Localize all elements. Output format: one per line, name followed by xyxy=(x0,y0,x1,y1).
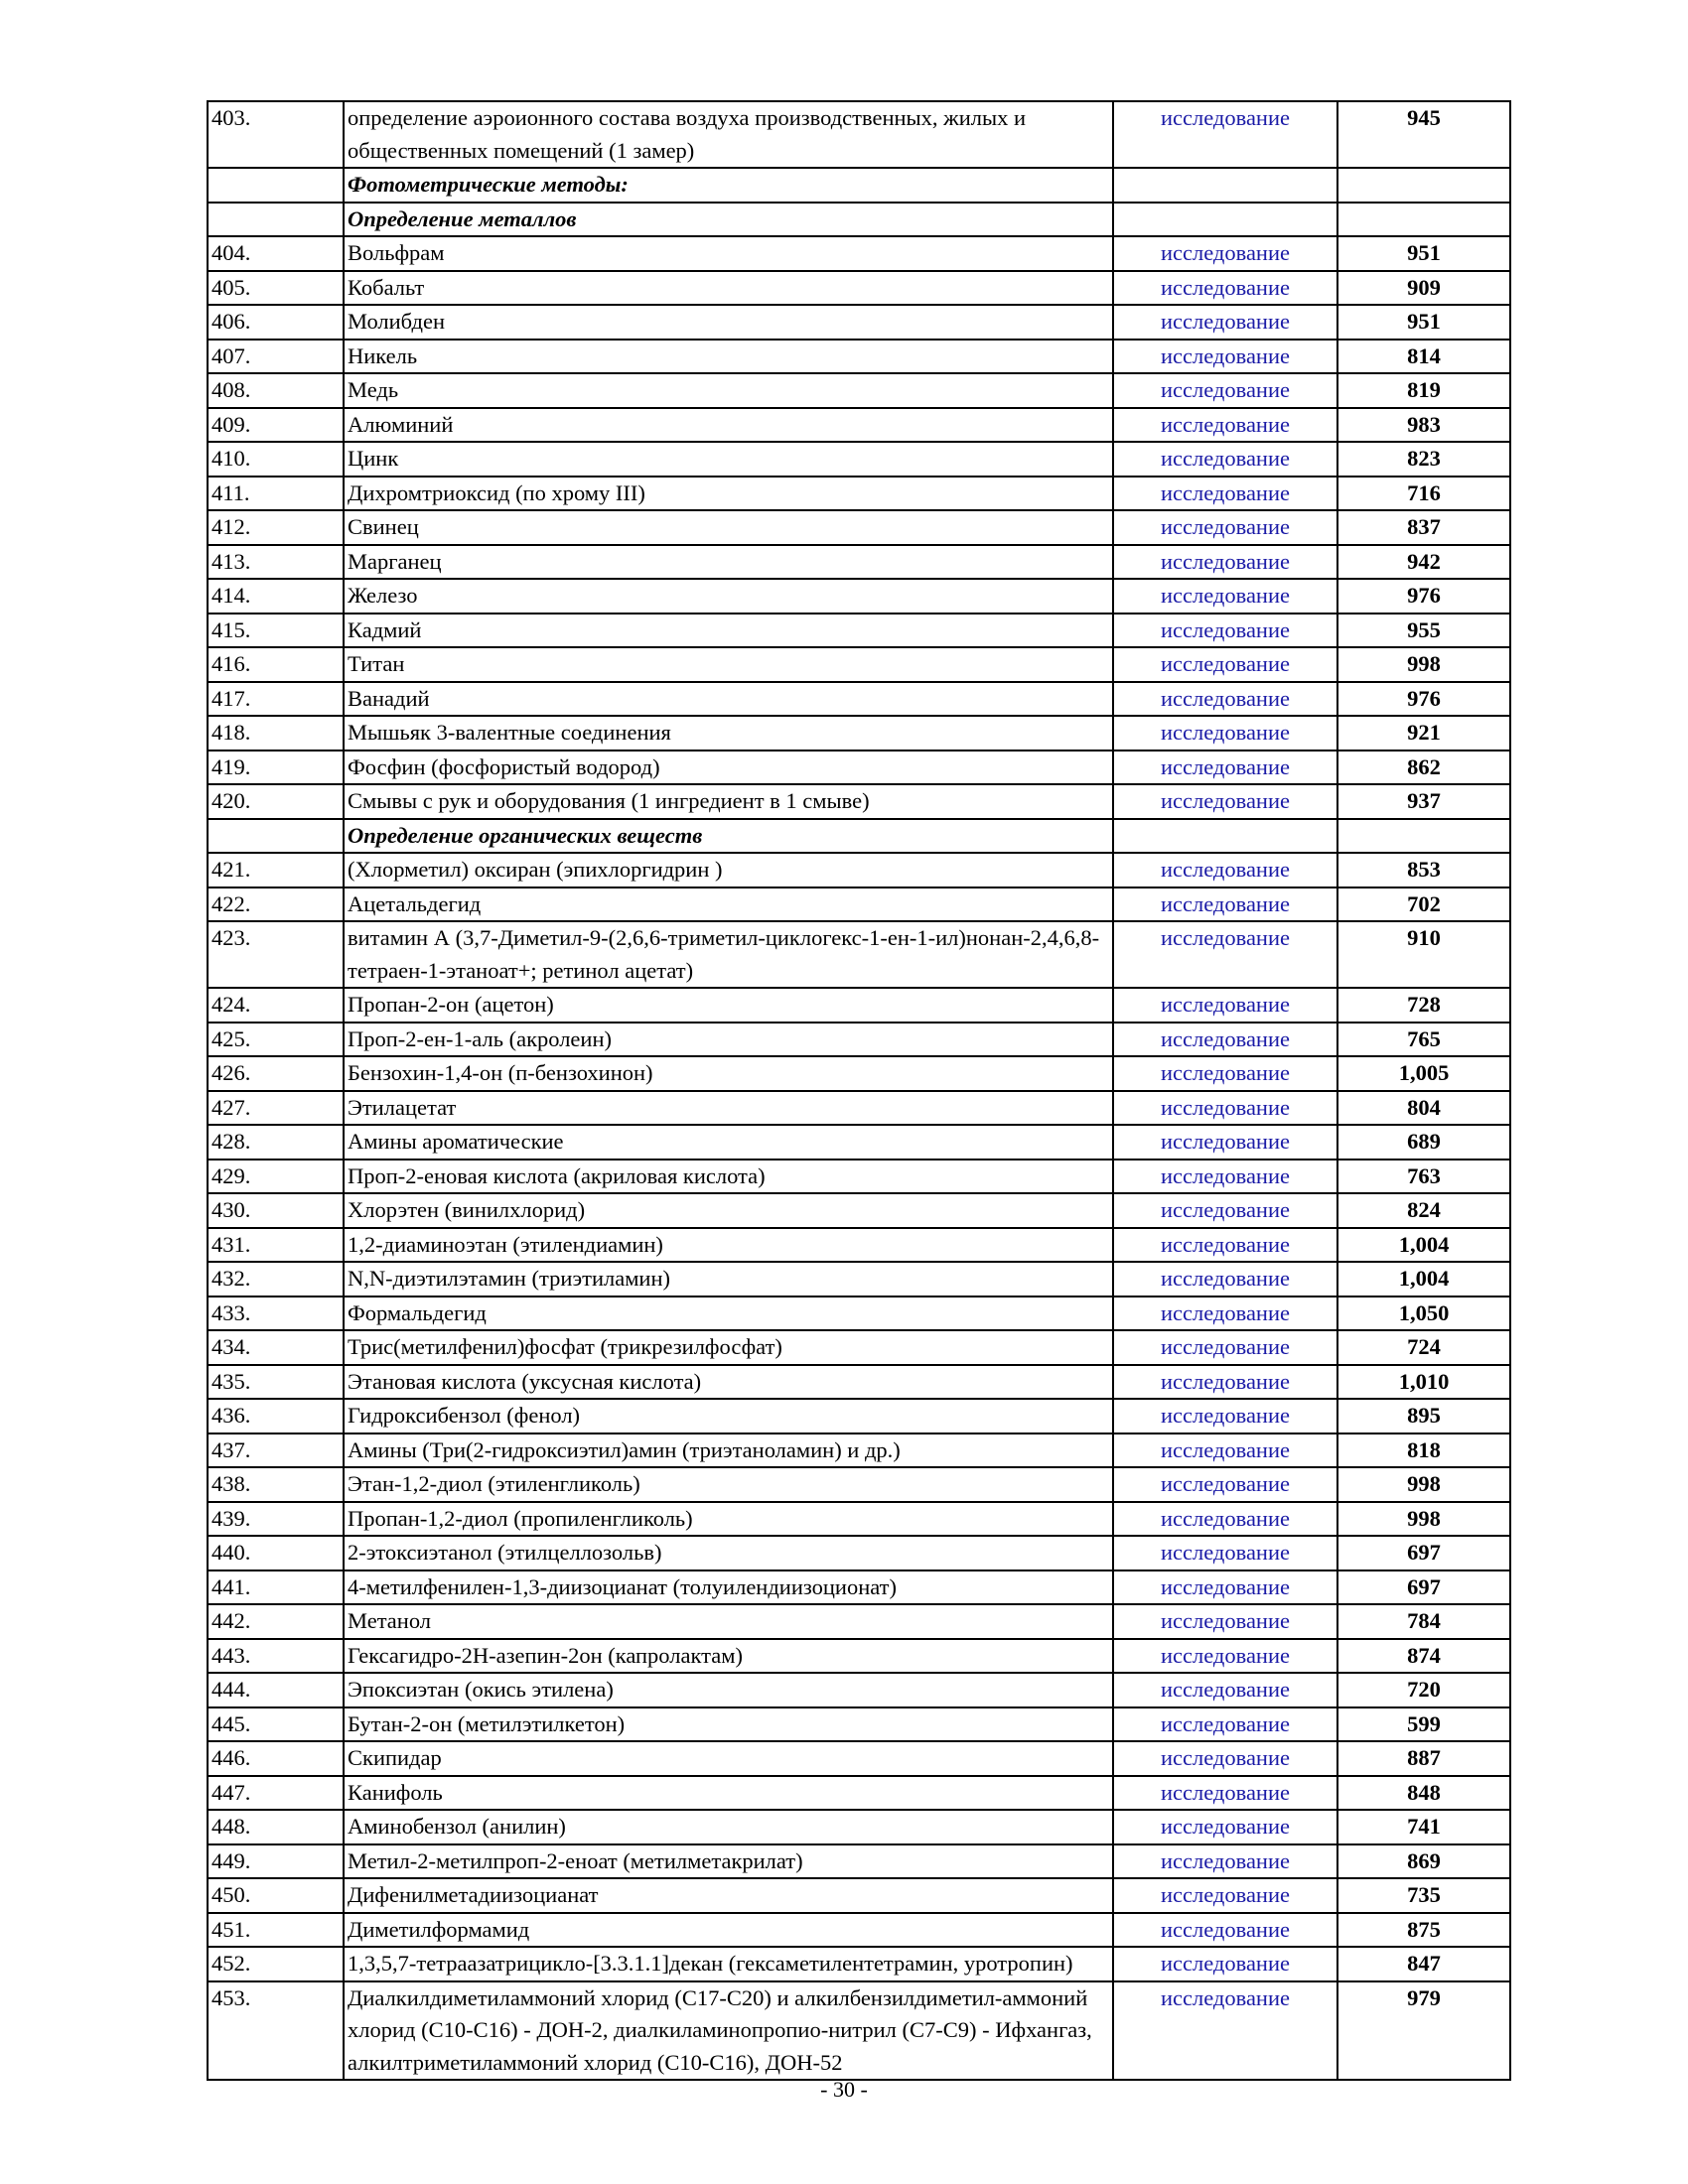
item-name-cell: Ванадий xyxy=(344,682,1113,717)
row-number-cell xyxy=(208,819,344,854)
item-name-cell: Бутан-2-он (метилэтилкетон) xyxy=(344,1707,1113,1742)
item-name-cell: Проп-2-ен-1-аль (акролеин) xyxy=(344,1023,1113,1057)
price-cell: 942 xyxy=(1337,545,1510,580)
unit-cell: исследование xyxy=(1113,236,1337,271)
item-name-cell: Пропан-2-он (ацетон) xyxy=(344,988,1113,1023)
table-row xyxy=(208,1913,1510,1948)
table-row xyxy=(208,921,1510,988)
unit-cell: исследование xyxy=(1113,442,1337,477)
price-cell: 823 xyxy=(1337,442,1510,477)
unit-cell: исследование xyxy=(1113,682,1337,717)
row-number-cell: 420. xyxy=(208,784,344,819)
unit-cell: исследование xyxy=(1113,1160,1337,1194)
row-number-cell: 415. xyxy=(208,614,344,648)
table-row xyxy=(208,1056,1510,1091)
row-number-cell: 423. xyxy=(208,921,344,988)
price-cell: 983 xyxy=(1337,408,1510,443)
row-number-cell: 445. xyxy=(208,1707,344,1742)
table-body xyxy=(208,101,1510,2080)
unit-cell xyxy=(1113,168,1337,203)
section-title: Фотометрические методы: xyxy=(344,168,1113,203)
price-cell: 875 xyxy=(1337,1913,1510,1948)
price-cell: 998 xyxy=(1337,647,1510,682)
unit-cell: исследование xyxy=(1113,921,1337,988)
row-number-cell: 438. xyxy=(208,1467,344,1502)
price-cell: 887 xyxy=(1337,1741,1510,1776)
table-row xyxy=(208,1262,1510,1297)
row-number-cell: 413. xyxy=(208,545,344,580)
table-row xyxy=(208,1947,1510,1981)
row-number-cell: 431. xyxy=(208,1228,344,1263)
table-row xyxy=(208,1125,1510,1160)
row-number-cell: 444. xyxy=(208,1673,344,1707)
price-cell: 697 xyxy=(1337,1536,1510,1570)
table-row xyxy=(208,305,1510,340)
price-cell: 697 xyxy=(1337,1570,1510,1605)
price-cell: 909 xyxy=(1337,271,1510,306)
item-name-cell: Диалкилдиметиламмоний хлорид (С17-С20) и алкилбензилдиметил-аммоний хлорид (С10-С16) - ДОН-2, диалкиламинопропио-нитрил (С7-С9) - Ифхангаз, алкилтриметиламмоний хлорид (С10-С16), ДОН-52 xyxy=(344,1981,1113,2081)
price-cell: 998 xyxy=(1337,1467,1510,1502)
unit-cell: исследование xyxy=(1113,1365,1337,1400)
item-name-cell: N,N-диэтилэтамин (триэтиламин) xyxy=(344,1262,1113,1297)
price-cell: 818 xyxy=(1337,1433,1510,1468)
row-number-cell: 442. xyxy=(208,1604,344,1639)
item-name-cell: Железо xyxy=(344,579,1113,614)
item-name-cell: 1,3,5,7-тетраазатрицикло-[3.3.1.1]декан (гексаметилентетрамин, уротропин) xyxy=(344,1947,1113,1981)
row-number-cell xyxy=(208,168,344,203)
item-name-cell: Аминобензол (анилин) xyxy=(344,1810,1113,1844)
unit-cell: исследование xyxy=(1113,614,1337,648)
row-number-cell: 417. xyxy=(208,682,344,717)
unit-cell: исследование xyxy=(1113,1913,1337,1948)
row-number-cell: 409. xyxy=(208,408,344,443)
item-name-cell: 2-этоксиэтанол (этилцеллозольв) xyxy=(344,1536,1113,1570)
row-number-cell: 451. xyxy=(208,1913,344,1948)
item-name-cell: Метанол xyxy=(344,1604,1113,1639)
table-row xyxy=(208,1776,1510,1811)
table-row xyxy=(208,271,1510,306)
unit-cell: исследование xyxy=(1113,1433,1337,1468)
item-name-cell: Этан-1,2-диол (этиленгликоль) xyxy=(344,1467,1113,1502)
row-number-cell: 416. xyxy=(208,647,344,682)
section-title: Определение металлов xyxy=(344,203,1113,237)
table-row xyxy=(208,1023,1510,1057)
row-number-cell: 439. xyxy=(208,1502,344,1537)
row-number-cell: 447. xyxy=(208,1776,344,1811)
row-number-cell: 441. xyxy=(208,1570,344,1605)
row-number-cell: 448. xyxy=(208,1810,344,1844)
item-name-cell: Бензохин-1,4-он (п-бензохинон) xyxy=(344,1056,1113,1091)
row-number-cell: 436. xyxy=(208,1399,344,1433)
price-cell: 724 xyxy=(1337,1330,1510,1365)
row-number-cell: 411. xyxy=(208,477,344,511)
table-row xyxy=(208,716,1510,751)
row-number-cell: 433. xyxy=(208,1297,344,1331)
price-cell: 819 xyxy=(1337,373,1510,408)
unit-cell: исследование xyxy=(1113,1023,1337,1057)
table-row xyxy=(208,1228,1510,1263)
table-row xyxy=(208,1502,1510,1537)
row-number-cell xyxy=(208,203,344,237)
unit-cell: исследование xyxy=(1113,1673,1337,1707)
table-row xyxy=(208,579,1510,614)
item-name-cell: Проп-2-еновая кислота (акриловая кислота) xyxy=(344,1160,1113,1194)
item-name-cell: Титан xyxy=(344,647,1113,682)
unit-cell: исследование xyxy=(1113,1228,1337,1263)
row-number-cell: 405. xyxy=(208,271,344,306)
table-row xyxy=(208,682,1510,717)
unit-cell: исследование xyxy=(1113,1878,1337,1913)
price-table xyxy=(207,100,1511,2081)
unit-cell: исследование xyxy=(1113,340,1337,374)
item-name-cell: Марганец xyxy=(344,545,1113,580)
price-cell: 951 xyxy=(1337,236,1510,271)
table-row xyxy=(208,1365,1510,1400)
price-cell: 955 xyxy=(1337,614,1510,648)
price-cell: 1,050 xyxy=(1337,1297,1510,1331)
price-cell: 837 xyxy=(1337,510,1510,545)
table-row xyxy=(208,510,1510,545)
table-row xyxy=(208,1160,1510,1194)
unit-cell: исследование xyxy=(1113,1297,1337,1331)
unit-cell: исследование xyxy=(1113,1570,1337,1605)
unit-cell: исследование xyxy=(1113,1947,1337,1981)
price-cell: 976 xyxy=(1337,682,1510,717)
table-row xyxy=(208,614,1510,648)
table-row xyxy=(208,1707,1510,1742)
item-name-cell: Гидроксибензол (фенол) xyxy=(344,1399,1113,1433)
item-name-cell: Смывы с рук и оборудования (1 ингредиент в 1 смыве) xyxy=(344,784,1113,819)
unit-cell: исследование xyxy=(1113,1741,1337,1776)
table-row xyxy=(208,236,1510,271)
price-cell: 763 xyxy=(1337,1160,1510,1194)
row-number-cell: 450. xyxy=(208,1878,344,1913)
row-number-cell: 418. xyxy=(208,716,344,751)
table-row xyxy=(208,784,1510,819)
table-row xyxy=(208,1536,1510,1570)
item-name-cell: Никель xyxy=(344,340,1113,374)
table-row xyxy=(208,1399,1510,1433)
item-name-cell: витамин А (3,7-Диметил-9-(2,6,6-триметил-циклогекс-1-ен-1-ил)нонан-2,4,6,8-тетраен-1-этаноат+; ретинол ацетат) xyxy=(344,921,1113,988)
price-cell xyxy=(1337,168,1510,203)
unit-cell: исследование xyxy=(1113,1330,1337,1365)
item-name-cell: 1,2-диаминоэтан (этилендиамин) xyxy=(344,1228,1113,1263)
unit-cell: исследование xyxy=(1113,716,1337,751)
unit-cell: исследование xyxy=(1113,887,1337,922)
item-name-cell: Этилацетат xyxy=(344,1091,1113,1126)
row-number-cell: 406. xyxy=(208,305,344,340)
table-row xyxy=(208,1193,1510,1228)
item-name-cell: Вольфрам xyxy=(344,236,1113,271)
item-name-cell: Гексагидро-2Н-азепин-2он (капролактам) xyxy=(344,1639,1113,1674)
unit-cell xyxy=(1113,203,1337,237)
item-name-cell: Ацетальдегид xyxy=(344,887,1113,922)
table-row xyxy=(208,477,1510,511)
row-number-cell: 446. xyxy=(208,1741,344,1776)
table-row xyxy=(208,988,1510,1023)
table-row xyxy=(208,1639,1510,1674)
price-cell: 847 xyxy=(1337,1947,1510,1981)
table-row xyxy=(208,340,1510,374)
item-name-cell: 4-метилфенилен-1,3-диизоцианат (толуилендиизоционат) xyxy=(344,1570,1113,1605)
row-number-cell: 424. xyxy=(208,988,344,1023)
table-row xyxy=(208,1091,1510,1126)
item-name-cell: Пропан-1,2-диол (пропиленгликоль) xyxy=(344,1502,1113,1537)
unit-cell: исследование xyxy=(1113,1810,1337,1844)
unit-cell: исследование xyxy=(1113,579,1337,614)
row-number-cell: 440. xyxy=(208,1536,344,1570)
item-name-cell: Кобальт xyxy=(344,271,1113,306)
item-name-cell: Этановая кислота (уксусная кислота) xyxy=(344,1365,1113,1400)
row-number-cell: 412. xyxy=(208,510,344,545)
row-number-cell: 404. xyxy=(208,236,344,271)
row-number-cell: 437. xyxy=(208,1433,344,1468)
price-cell: 895 xyxy=(1337,1399,1510,1433)
unit-cell: исследование xyxy=(1113,1604,1337,1639)
price-cell: 702 xyxy=(1337,887,1510,922)
table-row xyxy=(208,1741,1510,1776)
row-number-cell: 421. xyxy=(208,853,344,887)
row-number-cell: 427. xyxy=(208,1091,344,1126)
table-row xyxy=(208,1467,1510,1502)
item-name-cell: Свинец xyxy=(344,510,1113,545)
item-name-cell: Эпоксиэтан (окись этилена) xyxy=(344,1673,1113,1707)
row-number-cell: 453. xyxy=(208,1981,344,2081)
price-cell: 910 xyxy=(1337,921,1510,988)
price-cell: 998 xyxy=(1337,1502,1510,1537)
row-number-cell: 414. xyxy=(208,579,344,614)
unit-cell: исследование xyxy=(1113,1707,1337,1742)
row-number-cell: 434. xyxy=(208,1330,344,1365)
unit-cell: исследование xyxy=(1113,1776,1337,1811)
section-header-row xyxy=(208,819,1510,854)
table-row xyxy=(208,1810,1510,1844)
price-cell: 1,004 xyxy=(1337,1262,1510,1297)
price-cell: 599 xyxy=(1337,1707,1510,1742)
unit-cell: исследование xyxy=(1113,1091,1337,1126)
page-number: - 30 - xyxy=(820,2077,868,2102)
price-cell xyxy=(1337,819,1510,854)
row-number-cell: 430. xyxy=(208,1193,344,1228)
price-cell: 720 xyxy=(1337,1673,1510,1707)
table-row xyxy=(208,1844,1510,1879)
price-cell: 853 xyxy=(1337,853,1510,887)
unit-cell: исследование xyxy=(1113,477,1337,511)
table-row xyxy=(208,887,1510,922)
item-name-cell: Амины ароматические xyxy=(344,1125,1113,1160)
unit-cell: исследование xyxy=(1113,1502,1337,1537)
row-number-cell: 407. xyxy=(208,340,344,374)
item-name-cell: Фосфин (фосфористый водород) xyxy=(344,751,1113,785)
item-name-cell: Цинк xyxy=(344,442,1113,477)
item-name-cell: Формальдегид xyxy=(344,1297,1113,1331)
unit-cell: исследование xyxy=(1113,1467,1337,1502)
table-row xyxy=(208,1570,1510,1605)
section-title: Определение органических веществ xyxy=(344,819,1113,854)
price-cell: 862 xyxy=(1337,751,1510,785)
section-header-row xyxy=(208,203,1510,237)
price-cell: 1,010 xyxy=(1337,1365,1510,1400)
price-cell: 976 xyxy=(1337,579,1510,614)
row-number-cell: 408. xyxy=(208,373,344,408)
table-row xyxy=(208,853,1510,887)
unit-cell: исследование xyxy=(1113,101,1337,168)
price-cell: 716 xyxy=(1337,477,1510,511)
price-cell: 874 xyxy=(1337,1639,1510,1674)
table-row xyxy=(208,1981,1510,2081)
unit-cell: исследование xyxy=(1113,988,1337,1023)
unit-cell: исследование xyxy=(1113,1193,1337,1228)
item-name-cell: Молибден xyxy=(344,305,1113,340)
price-cell: 937 xyxy=(1337,784,1510,819)
item-name-cell: Кадмий xyxy=(344,614,1113,648)
price-cell: 951 xyxy=(1337,305,1510,340)
row-number-cell: 443. xyxy=(208,1639,344,1674)
price-cell: 804 xyxy=(1337,1091,1510,1126)
section-header-row xyxy=(208,168,1510,203)
table-row xyxy=(208,373,1510,408)
table-row xyxy=(208,442,1510,477)
table-row xyxy=(208,408,1510,443)
unit-cell: исследование xyxy=(1113,1639,1337,1674)
table-row xyxy=(208,1673,1510,1707)
price-cell: 979 xyxy=(1337,1981,1510,2081)
price-cell: 689 xyxy=(1337,1125,1510,1160)
unit-cell: исследование xyxy=(1113,373,1337,408)
item-name-cell: определение аэроионного состава воздуха производственных, жилых и общественных помещений (1 замер) xyxy=(344,101,1113,168)
unit-cell xyxy=(1113,819,1337,854)
row-number-cell: 426. xyxy=(208,1056,344,1091)
table-row xyxy=(208,101,1510,168)
unit-cell: исследование xyxy=(1113,1399,1337,1433)
unit-cell: исследование xyxy=(1113,1981,1337,2081)
item-name-cell: Канифоль xyxy=(344,1776,1113,1811)
table-row xyxy=(208,545,1510,580)
price-cell: 869 xyxy=(1337,1844,1510,1879)
price-cell: 814 xyxy=(1337,340,1510,374)
price-cell: 848 xyxy=(1337,1776,1510,1811)
item-name-cell: Трис(метилфенил)фосфат (трикрезилфосфат) xyxy=(344,1330,1113,1365)
unit-cell: исследование xyxy=(1113,1125,1337,1160)
unit-cell: исследование xyxy=(1113,751,1337,785)
row-number-cell: 432. xyxy=(208,1262,344,1297)
table-row xyxy=(208,1878,1510,1913)
item-name-cell: Хлорэтен (винилхлорид) xyxy=(344,1193,1113,1228)
item-name-cell: Дифенилметадиизоцианат xyxy=(344,1878,1113,1913)
price-cell: 765 xyxy=(1337,1023,1510,1057)
table-row xyxy=(208,1604,1510,1639)
price-cell: 735 xyxy=(1337,1878,1510,1913)
item-name-cell: Алюминий xyxy=(344,408,1113,443)
row-number-cell: 410. xyxy=(208,442,344,477)
item-name-cell: Медь xyxy=(344,373,1113,408)
unit-cell: исследование xyxy=(1113,1844,1337,1879)
item-name-cell: Метил-2-метилпроп-2-еноат (метилметакрилат) xyxy=(344,1844,1113,1879)
row-number-cell: 428. xyxy=(208,1125,344,1160)
unit-cell: исследование xyxy=(1113,1056,1337,1091)
price-cell: 784 xyxy=(1337,1604,1510,1639)
table-row xyxy=(208,1330,1510,1365)
price-cell: 945 xyxy=(1337,101,1510,168)
unit-cell: исследование xyxy=(1113,271,1337,306)
row-number-cell: 425. xyxy=(208,1023,344,1057)
row-number-cell: 403. xyxy=(208,101,344,168)
price-cell: 741 xyxy=(1337,1810,1510,1844)
row-number-cell: 429. xyxy=(208,1160,344,1194)
table-row xyxy=(208,751,1510,785)
item-name-cell: Мышьяк 3-валентные соединения xyxy=(344,716,1113,751)
item-name-cell: (Хлорметил) оксиран (эпихлоргидрин ) xyxy=(344,853,1113,887)
unit-cell: исследование xyxy=(1113,305,1337,340)
price-cell: 824 xyxy=(1337,1193,1510,1228)
item-name-cell: Диметилформамид xyxy=(344,1913,1113,1948)
table-row xyxy=(208,1433,1510,1468)
row-number-cell: 449. xyxy=(208,1844,344,1879)
row-number-cell: 435. xyxy=(208,1365,344,1400)
price-cell xyxy=(1337,203,1510,237)
unit-cell: исследование xyxy=(1113,784,1337,819)
row-number-cell: 419. xyxy=(208,751,344,785)
unit-cell: исследование xyxy=(1113,545,1337,580)
table-row xyxy=(208,1297,1510,1331)
row-number-cell: 452. xyxy=(208,1947,344,1981)
unit-cell: исследование xyxy=(1113,510,1337,545)
price-cell: 1,004 xyxy=(1337,1228,1510,1263)
unit-cell: исследование xyxy=(1113,853,1337,887)
unit-cell: исследование xyxy=(1113,1262,1337,1297)
item-name-cell: Скипидар xyxy=(344,1741,1113,1776)
item-name-cell: Амины (Три(2-гидроксиэтил)амин (триэтаноламин) и др.) xyxy=(344,1433,1113,1468)
price-cell: 728 xyxy=(1337,988,1510,1023)
unit-cell: исследование xyxy=(1113,408,1337,443)
table-row xyxy=(208,647,1510,682)
row-number-cell: 422. xyxy=(208,887,344,922)
unit-cell: исследование xyxy=(1113,1536,1337,1570)
price-cell: 921 xyxy=(1337,716,1510,751)
item-name-cell: Дихромтриоксид (по хрому III) xyxy=(344,477,1113,511)
unit-cell: исследование xyxy=(1113,647,1337,682)
price-cell: 1,005 xyxy=(1337,1056,1510,1091)
